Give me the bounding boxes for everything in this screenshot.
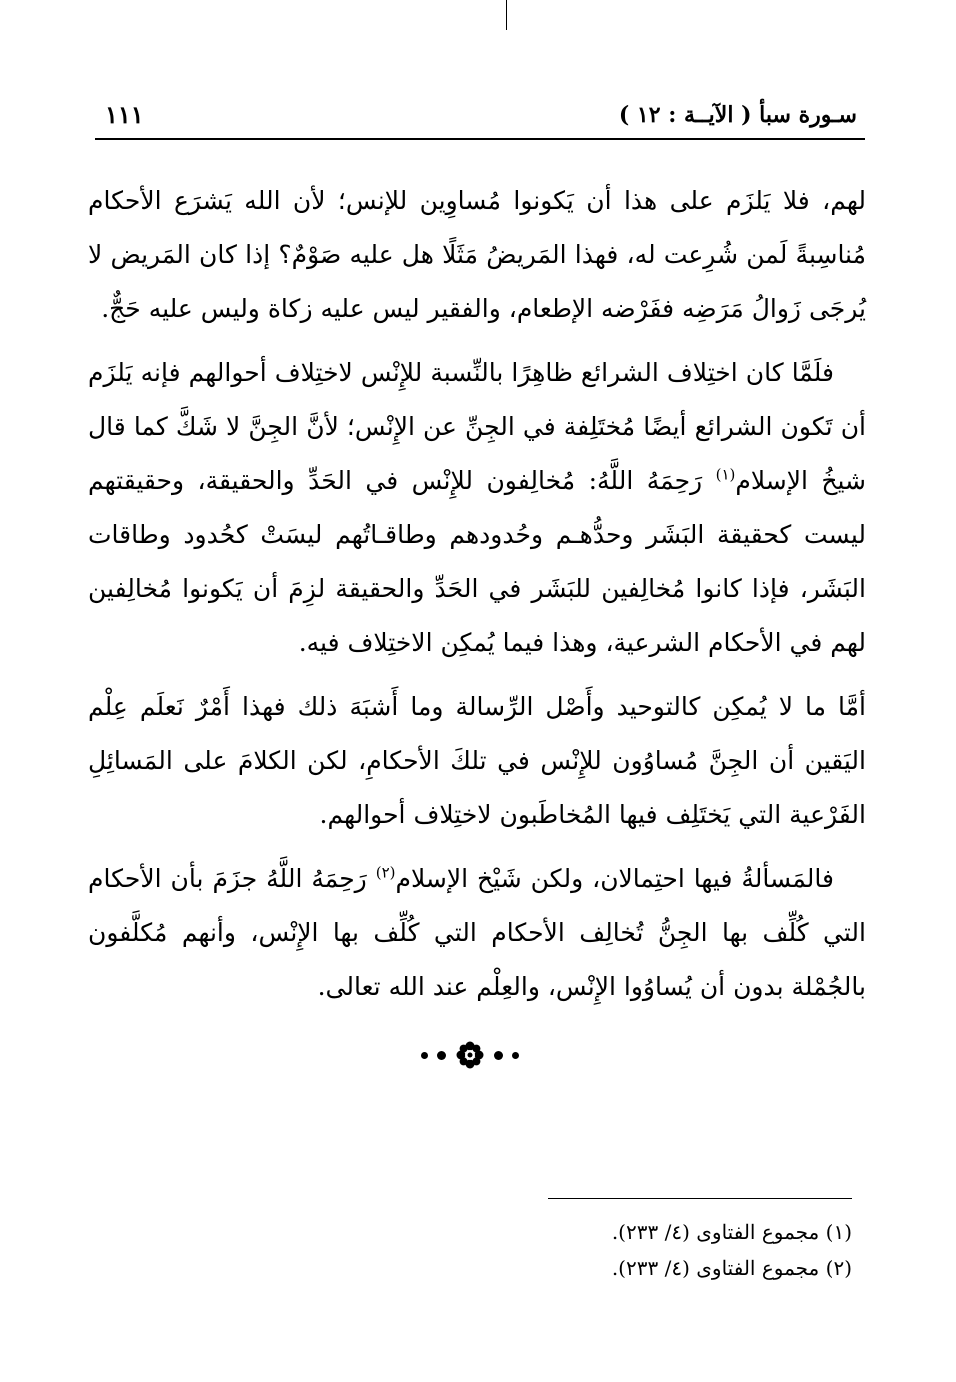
- page-body: [88, 174, 866, 1014]
- header-divider: [95, 138, 865, 140]
- footnote-reference[interactable]: (١): [715, 465, 736, 484]
- ornament-dot: [494, 1051, 503, 1060]
- scan-mark: [506, 0, 507, 30]
- footnote-reference[interactable]: (٢): [375, 863, 396, 882]
- surah-title: سـورة سبأ ( الآيــة : ١٢ ): [618, 102, 857, 128]
- paragraph-2: [88, 346, 866, 670]
- paragraph-text: أمَّا ما لا يُمكِن كالتوحيد وأَصْل الرِّسالة وما أَشبَهَ ذلك فهذا أَمْرٌ نَعلَم عِلْم اليَقين أن الجِنَّ مُساوُون للإِنْس في تلكَ الأحكامِ، لكن الكلامَ على المَسائِلِ الفَرْعية التي يَختَلِف فيها المُخاطَبون لاختِلاف أحوالهم.: [88, 692, 866, 829]
- ornament-dot: [512, 1052, 519, 1059]
- paragraph-text: فلَمَّا كان اختِلاف الشرائع ظاهِرًا بالنِّسبة للإِنْس لاختِلاف أحوالهم فإنه يَلزَم أن تَكون الشرائع أيضًا مُختَلِفة في الجِنِّ عن الإِنْس؛ لأنَّ الجِنَّ لا شَكَّ كما قال شيخُ الإسلام: [88, 358, 866, 495]
- paragraph-text: فالمَسألةُ فيها احتِمالان، ولكن شَيْخ الإسلام: [395, 864, 834, 893]
- flower-ornament-icon: [455, 1040, 485, 1070]
- paragraph-1: [88, 174, 866, 336]
- section-ornament: [408, 1040, 532, 1070]
- footnote-divider: [548, 1198, 852, 1199]
- paragraph-text: رَحِمَهُ اللَّهُ: مُخالِفون للإِنْس في الحَدِّ والحقيقة، وحقيقتهم ليست كحقيقة البَشَر وحدُّهـم وحُدودهم وطاقـاتُهم ليسَتْ كحُدود وطاقات البَشَر، فإذا كانوا مُخالِفين للبَشَر في الحَدِّ والحقيقة لزِمَ أن يَكونوا مُخالِفين لهم في الأحكام الشرعية، وهذا فيما يُمكِن الاختِلاف فيه.: [88, 466, 866, 657]
- footnotes: [612, 1214, 852, 1286]
- footnote-2: (٢) مجموع الفتاوى (٤/ ٢٣٣).: [611, 1256, 852, 1280]
- ornament-dot: [421, 1052, 428, 1059]
- page-number: ١١١: [105, 100, 144, 129]
- page-header: [95, 98, 857, 132]
- paragraph-3: [88, 680, 866, 842]
- ornament-dot: [437, 1051, 446, 1060]
- paragraph-4: [88, 852, 866, 1014]
- paragraph-text: رَحِمَهُ اللَّهُ جزَمَ بأن الأحكام التي كُلِّف بها الجِنُّ تُخالِف الأحكام التي كُلِّف بها الإِنْس، وأنهم مُكلَّفون بالجُمْلة بدون أن يُساوُوا الإِنْس، والعِلْم عند الله تعالى.: [88, 864, 866, 1001]
- footnote-1: (١) مجموع الفتاوى (٤/ ٢٣٣).: [611, 1220, 852, 1244]
- paragraph-text: لهم، فلا يَلزَم على هذا أن يَكونوا مُساوِين للإنس؛ لأن الله يَشرَع الأحكام مُناسِبةً لَمن شُرِعت له، فهذا المَريضُ مَثَلًا هل عليه صَوْمٌ؟ إذا كان المَريض لا يُرجَى زَوالُ مَرَضِه ففَرْضه الإطعام، والفقير ليس عليه زكاة وليس عليه حَجٌّ.: [88, 186, 866, 323]
